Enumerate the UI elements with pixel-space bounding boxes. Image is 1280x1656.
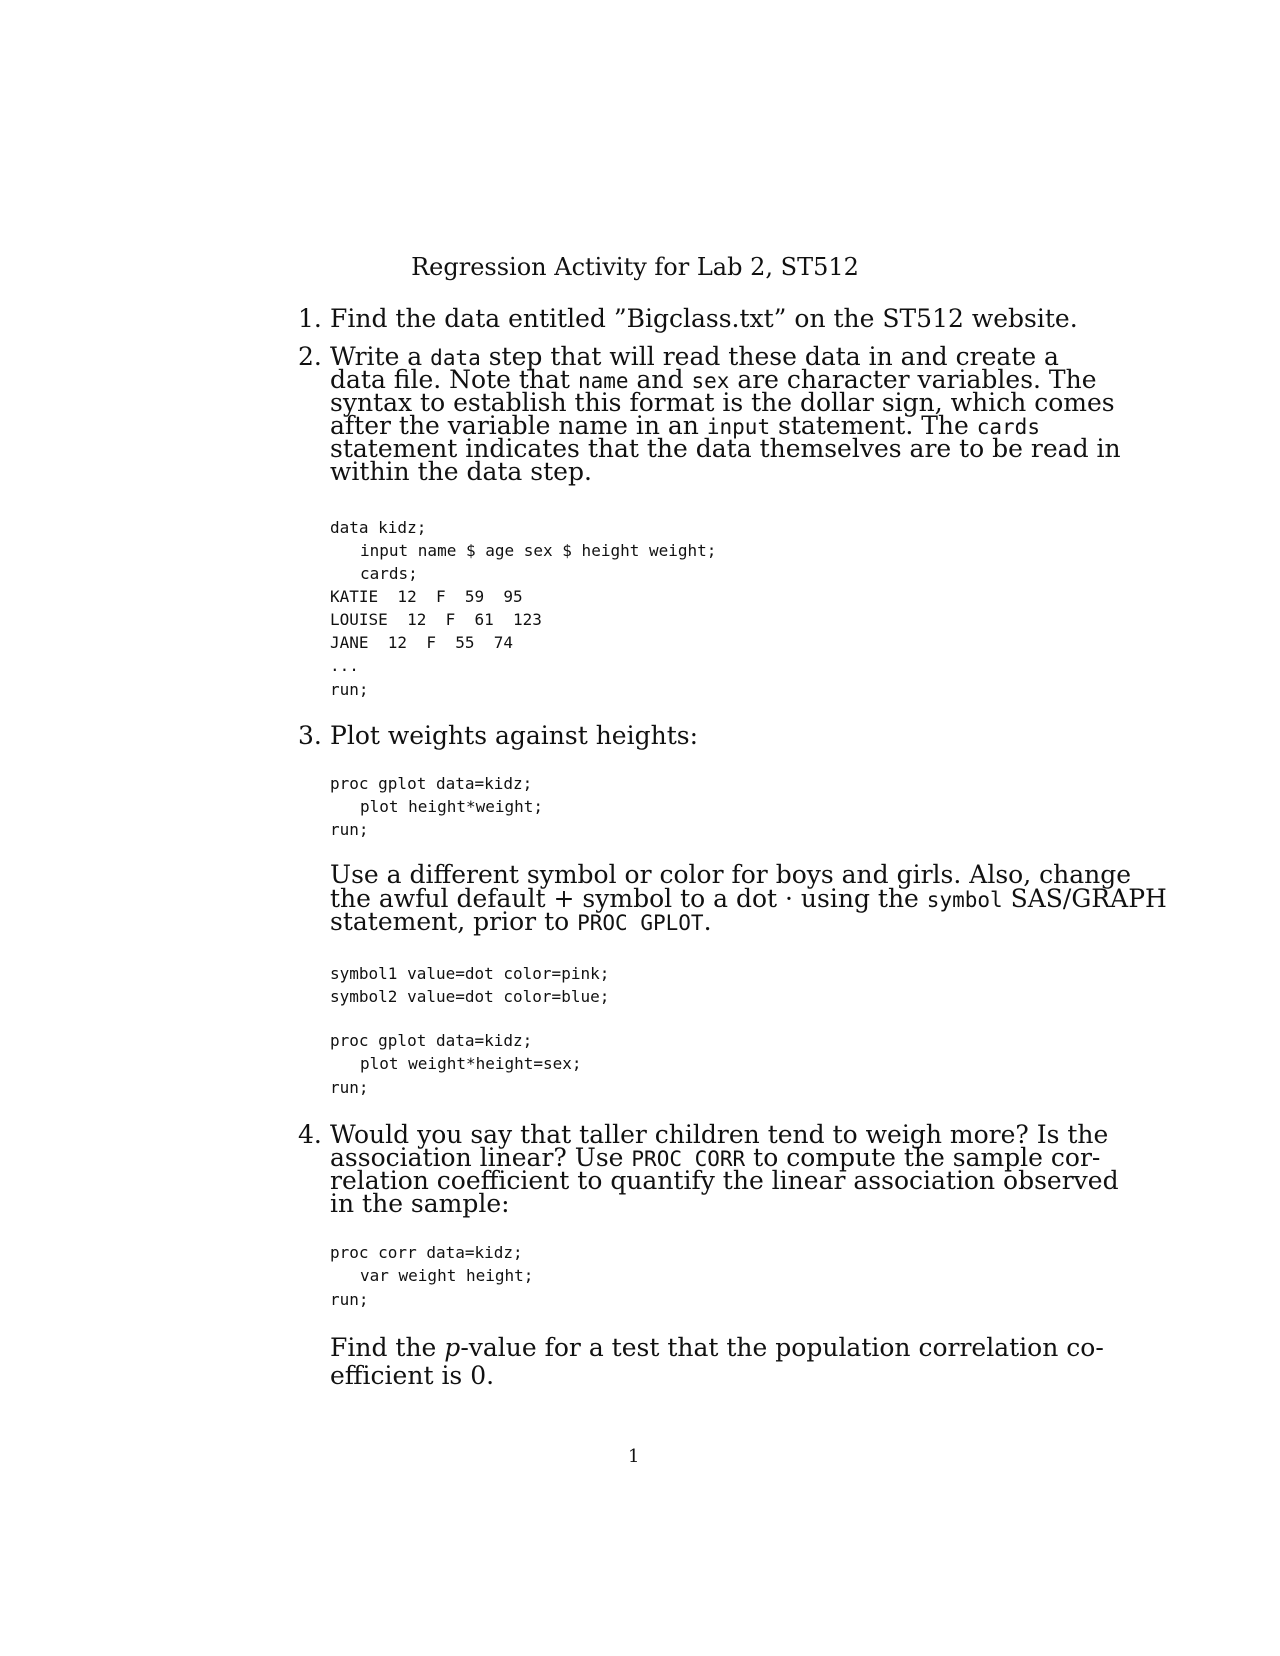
- item-number-3: 3.: [298, 721, 322, 750]
- item-number-4: 4.: [298, 1120, 322, 1149]
- code-line: var weight height;: [360, 1266, 534, 1285]
- item-number-2: 2.: [298, 342, 322, 371]
- code-line: ...: [330, 656, 359, 675]
- item-number-1: 1.: [298, 304, 322, 333]
- item-2-line-1: Write a data step that will read these data in and create a: [330, 342, 1059, 371]
- code-line: run;: [330, 1078, 369, 1097]
- page-number: 1: [628, 1446, 640, 1467]
- item-2-line-4: after the variable name in an input statement. The cards: [330, 411, 1040, 440]
- item-4-line-2: association linear? Use PROC CORR to compute the sample cor-: [330, 1143, 1101, 1172]
- item-4-line-1: Would you say that taller children tend to weigh more? Is the: [330, 1120, 1109, 1149]
- code-line: symbol1 value=dot color=pink;: [330, 964, 610, 983]
- code-line: run;: [330, 1290, 369, 1309]
- item-3b-line-1: Use a different symbol or color for boys and girls. Also, change: [330, 860, 1132, 889]
- code-line: input name $ age sex $ height weight;: [360, 541, 717, 560]
- item-1-text: Find the data entitled ”Bigclass.txt” on the ST512 website.: [330, 304, 1078, 333]
- code-line: plot height*weight;: [360, 797, 544, 816]
- item-4b-line-1: Find the p-value for a test that the population correlation co-: [330, 1333, 1104, 1362]
- item-3b-line-2: the awful default + symbol to a dot · using the symbol SAS/GRAPH: [330, 884, 1167, 913]
- code-line: run;: [330, 680, 369, 699]
- code-line: proc corr data=kidz;: [330, 1243, 523, 1262]
- item-2-line-2: data file. Note that name and sex are character variables. The: [330, 365, 1097, 394]
- code-line: LOUISE 12 F 61 123: [330, 610, 542, 629]
- item-3-text: Plot weights against heights:: [330, 721, 699, 750]
- item-2-line-6: within the data step.: [330, 457, 592, 486]
- page-title: Regression Activity for Lab 2, ST512: [411, 253, 859, 281]
- code-line: KATIE 12 F 59 95: [330, 587, 523, 606]
- item-3b-line-3: statement, prior to PROC GPLOT.: [330, 907, 712, 936]
- code-line: plot weight*height=sex;: [360, 1054, 582, 1073]
- code-line: JANE 12 F 55 74: [330, 633, 514, 652]
- code-line: proc gplot data=kidz;: [330, 1031, 533, 1050]
- code-line: symbol2 value=dot color=blue;: [330, 987, 610, 1006]
- item-4-line-4: in the sample:: [330, 1189, 510, 1218]
- code-line: data kidz;: [330, 518, 427, 537]
- item-2-line-5: statement indicates that the data themselves are to be read in: [330, 434, 1121, 463]
- item-4b-line-2: efficient is 0.: [330, 1361, 495, 1390]
- code-line: run;: [330, 820, 369, 839]
- item-4-line-3: relation coefficient to quantify the linear association observed: [330, 1166, 1119, 1195]
- code-line: cards;: [360, 564, 418, 583]
- item-2-line-3: syntax to establish this format is the dollar sign, which comes: [330, 388, 1115, 417]
- code-line: proc gplot data=kidz;: [330, 774, 533, 793]
